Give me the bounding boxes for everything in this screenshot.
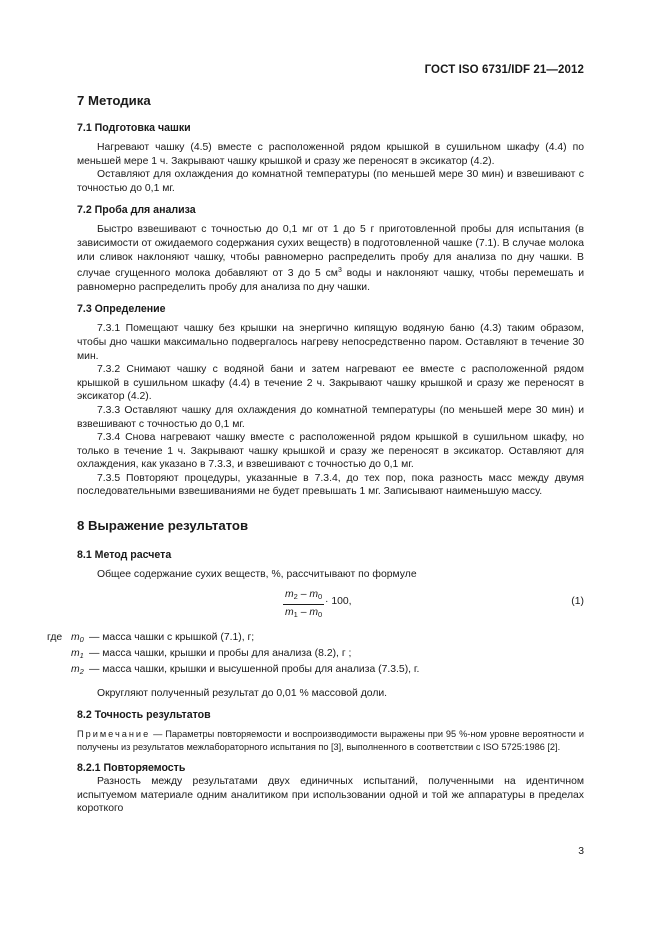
definition-row: $m_2$ — масса чашки, крышки и высушенной пробы для анализа (7.3.5), г.	[71, 663, 420, 676]
section-7-title: 7 Методика	[77, 93, 151, 108]
section-8-2-1-title: 8.2.1 Повторяемость	[77, 762, 186, 775]
formula-numerator: $m_2 - m_0$	[283, 588, 324, 605]
section-8-1-intro: Общее содержание сухих веществ, %, рассчитывают по формуле	[97, 569, 417, 581]
where-label: где	[47, 631, 63, 643]
section-7-2-title: 7.2 Проба для анализа	[77, 204, 196, 217]
formula-denominator: $m_1 - m_0$	[285, 606, 323, 619]
definition-row: $m_1$ — масса чашки, крышки и пробы для анализа (8.2), г ;	[71, 647, 352, 660]
section-7-1-para-2: Оставляют для охлаждения до комнатной температуры (по меньшей мере 30 мин) и взвешивают с точностью до 0,1 мг.	[77, 169, 584, 194]
section-7-2-para: Быстро взвешивают с точностью до 0,1 мг от 1 до 5 г приготовленной пробы для испытания (в зависимости от ожидаемого содержания сухих веществ) в подготовленной чашке (7.1). В случае молока или сливок наклоняют чашку, чтобы равномерно распределить пробу для анализа по дну чашки. В случае сгущенного молока добавляют от 3 до 5 $см^3$ воды и наклоняют чашку, чтобы перемешать и равномерно распределить пробу для анализа по дну чашки.	[77, 224, 584, 293]
formula-multiplier: · 100,	[325, 595, 352, 607]
formula-1	[77, 586, 584, 626]
rounding-text: Округляют полученный результат до 0,01 % массовой доли.	[97, 687, 388, 699]
section-7-3-3: 7.3.3 Оставляют чашку для охлаждения до комнатной температуры (по меньшей мере 30 мин) и взвешивают с точностью до 0,1 мг.	[77, 404, 584, 430]
section-8-1-title: 8.1 Метод расчета	[77, 549, 172, 562]
section-7-3-4: 7.3.4 Снова нагревают чашку вместе с расположенной рядом крышкой в сушильном шкафу, но только в течение 1 ч. Закрывают чашку крышкой и сразу же переносят в эксикатор. Оставляют для охлаждения, как указано в 7.3.3, и взвешивают с точностью до 0,1 мг.	[77, 432, 584, 471]
definition-row: где $m_0$ — масса чашки с крышкой (7.1), г;	[47, 631, 255, 644]
section-7-3-title: 7.3 Определение	[77, 303, 166, 316]
equation-number: (1)	[571, 595, 584, 607]
section-8-title: 8 Выражение результатов	[77, 518, 249, 534]
section-7-1-para-1: Нагревают чашку (4.5) вместе с расположенной рядом крышкой в сушильном шкафу (4.4) по меньшей мере 1 ч. Закрывают чашку крышкой и сразу же переносят в эксикатор (4.2).	[77, 142, 584, 167]
formula-fraction	[283, 588, 324, 621]
section-7-3-2: 7.3.2 Снимают чашку с водяной бани и затем нагревают ее вместе с расположенной рядом крышкой в сушильном шкафу (4.4) в течение 2 ч. Закрывают чашку крышкой и сразу же переносят в эксикатор (4.2).	[77, 364, 584, 403]
page-content	[47, 93, 584, 816]
section-7-3-5: 7.3.5 Повторяют процедуры, указанные в 7.3.4, до тех пор, пока разность масс между двумя последовательными взвешиваниями не будет превышать 1 мг. Записывают наименьшую массу.	[77, 472, 584, 498]
document-code: ГОСТ ISO 6731/IDF 21—2012	[424, 64, 584, 76]
note-label: Примечание	[77, 729, 151, 740]
section-8-2-title: 8.2 Точность результатов	[77, 709, 211, 722]
section-7-3-1: 7.3.1 Помещают чашку без крышки на энергично кипящую водяную баню (4.3) таким образом, чтобы дно чашки максимально подвергалось нагреву непосредственно паром. Оставляют в течение 30 мин.	[77, 323, 584, 362]
note: Примечание — Параметры повторяемости и воспроизводимости выражены при 95 %-ном уровне вероятности и получены из результатов межлабораторного испытания по [3], выполненного в соответствии с ISO 5725:1986 [2].	[77, 729, 584, 752]
page-number: 3	[578, 846, 584, 857]
section-8-2-1-text: Разность между результатами двух единичных испытаний, полученными на идентичном испытуемом материале одним аналитиком при использовании одной и той же аппаратуры в пределах короткого	[77, 776, 584, 815]
section-7-1-title: 7.1 Подготовка чашки	[77, 122, 191, 134]
symbol-definitions	[47, 630, 584, 678]
